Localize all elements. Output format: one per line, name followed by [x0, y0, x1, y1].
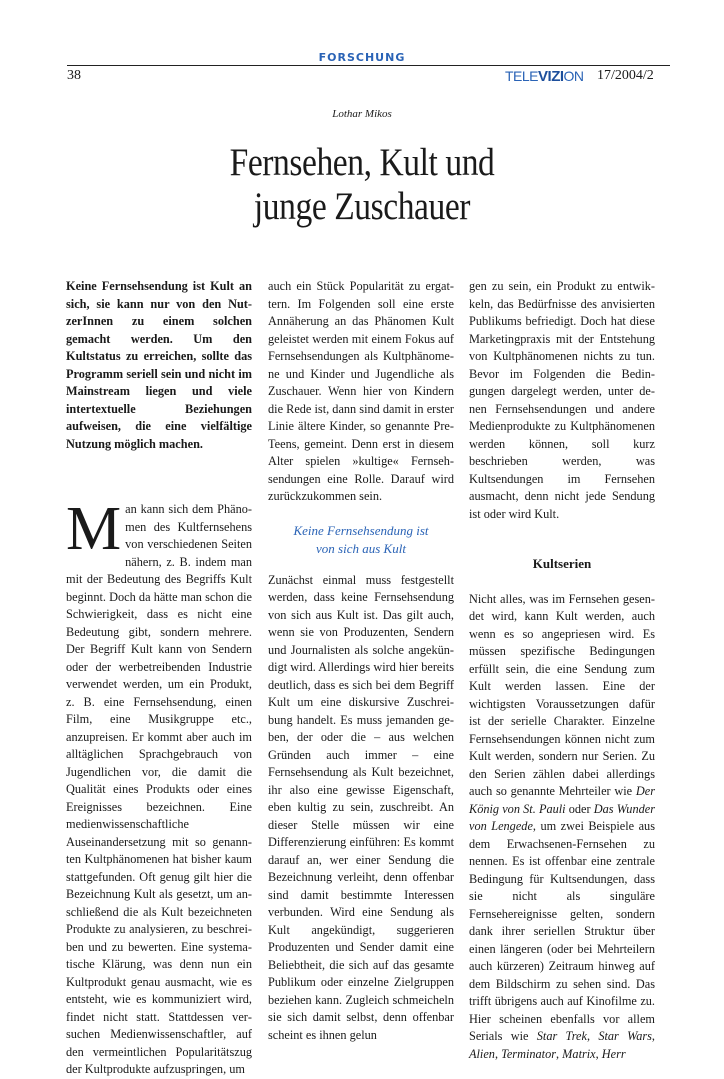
title-line-2: junge Zuschauer [253, 185, 471, 228]
work-title: Star Trek [536, 1029, 587, 1043]
column-3 [469, 278, 655, 1063]
body-text: , [586, 1029, 599, 1043]
journal-logo [505, 68, 584, 85]
body-text: , [556, 1046, 563, 1061]
column-2 [268, 278, 454, 1044]
drop-cap: M [66, 495, 122, 563]
column-1 [66, 278, 252, 1079]
page-number: 38 [67, 68, 81, 83]
lead-paragraph: Keine Fernsehsendung ist Kult an sich, sie kann nur von den NutzerInnen zu einem solchen gemacht werden. Um den Kultstatus zu erreichen, sollte das Programm seriell sein und nicht im Mainstream liegen und viele intertextuelle Beziehungen aufweisen, die eine vielfältige Nutzung möglich machen. [66, 279, 252, 451]
work-title: Herr [601, 1046, 626, 1061]
body-text: oder [565, 801, 594, 816]
work-title: Matrix [562, 1046, 596, 1061]
body-paragraph: auch ein Stück Popularität zu ergattern. Im Folgenden soll eine erste Annäherung an das Phänomen Kult geleistet werden mit einem Fokus auf Fernsehsendungen als Kultphänomene und Kinder und Jugendliche als Zuschauer. Wenn hier von Kindern die Rede ist, dann sind damit in erster Linie ältere Kinder, so genannte Pre-Teens, gemeint. Denn erst in diesem Alter spielen »kultige« Fernsehsendungen eine Rolle. Darauf wird zurückzukommen sein. [268, 279, 454, 503]
body-text: Nicht alles, was im Fernsehen gesendet wird, kann Kult werden, auch wenn es so angepriesen wird. Es müssen spezifische Bedingungen erfüllt sein, die eine Sendung zum Kult werden lassen. Eine der wichtigsten Voraussetzungen dafür ist der serielle Charakter. Einzelne Fernsehsendungen können nicht zum Kult werden, sondern nur Serien. Zu den Serien zählen dabei allerdings auch so genannte Mehrteiler wie [469, 591, 655, 798]
body-text: , um zwei Beispiele aus dem Erwachsenen-Fernsehen zu nennen. Es ist offenbar eine zentrale Bedingung für Kultsendungen, dass sie nicht als singuläre Fernsehereignisse gelten, sondern dank ihrer seriellen Struktur über einen längeren (oder bei Mehrteilern auch kürzeren) Zeitraum hinweg auf dem Bildschirm zu sehen sind. Das trifft übrigens auch auf Kinofilme zu. Hier scheinen ebenfalls vor allem Serials wie [469, 819, 655, 1043]
pull-quote-line-1: Keine Fernsehsendung ist [293, 522, 429, 538]
work-title: Das Wunder von Lengede [469, 801, 655, 833]
body-paragraph [469, 591, 655, 1064]
body-text: , [494, 1046, 502, 1061]
work-title: Terminator [501, 1046, 557, 1061]
issue-number: 17/2004/2 [597, 68, 654, 83]
author: Lothar Mikos [332, 108, 392, 120]
section-label: FORSCHUNG [318, 51, 406, 64]
body-text: , [595, 1046, 602, 1061]
header-rule [67, 65, 670, 66]
work-title: Alien [469, 1046, 495, 1061]
section-subhead: Kultserien [532, 556, 592, 571]
logo-accent: VIZI [538, 68, 564, 85]
work-title: Der König von St. Pauli [469, 784, 655, 816]
logo-suffix: ON [563, 68, 584, 84]
title-line-1: Fernsehen, Kult und [229, 141, 495, 184]
body-paragraph [66, 495, 252, 1079]
article-title [51, 141, 674, 229]
pull-quote-line-2: von sich aus Kult [316, 540, 406, 556]
body-text: an kann sich dem Phänomen des Kultfernsehens von verschiedenen Seiten nähern, z. B. indem man mit der Bedeutung des Begriffs Kult beginnt. Doch da hätte man schon die Schwierigkeit, dass es nicht eine Bedeutung gibt, sondern mehrere. Der Begriff Kult kann von Sendern oder der werbetreibenden Industrie verwendet werden, um ein Produkt, z. B. eine Fernsehsendung, einen Film, eine Musikgruppe etc., anzupreisen. Er kommt aber auch im alltäglichen Sprachgebrauch von Jugendlichen vor, die damit die Qualität eines Produkts oder eines Ereignisses bezeichnen. Eine medienwissenschaftliche Auseinandersetzung mit so genannten Kultphänomenen hat bisher kaum stattgefunden. Oft genug gilt hier die Bezeichnung Kult als gesetzt, um anschließend die als Kult bezeichneten Produkte zu analysieren, zu beschreiben und zu bewerten. Eine systematische Klärung, was denn nun ein Kultprodukt genau ausmacht, wie es entsteht, wie es kommuniziert wird, findet nicht statt. Stattdessen versuchen Medienwissenschaftler, auf den vermeintlichen Popularitätszug der Kultprodukte aufzuspringen, um [66, 502, 252, 1076]
logo-prefix: TELE [505, 68, 539, 84]
body-paragraph: gen zu sein, ein Produkt zu entwikkeln, das Bedürfnisse des anvisierten Publikums befriedigt. Doch hat diese Marketingpraxis mit der Entstehung von Kultphänomenen nichts zu tun. Bevor im Folgenden die Bedingungen dargelegt werden, unter denen Fernsehsendungen und andere Medienprodukte zu Kultphänomenen werden können, soll kurz beschrieben werden, was Kultsendungen im Fernsehen ausmacht, denn nicht jede Sendung ist oder wird Kult. [469, 279, 655, 521]
body-paragraph: Zunächst einmal muss festgestellt werden, dass keine Fernsehsendung von sich aus Kult ist. Das gilt auch, wenn sie von Produzenten, Sendern und Journalisten als solche angekündigt wird. Allerdings wird hier bereits deutlich, dass es sich bei dem Begriff Kult um eine diskursive Zuschreibung handelt. Es muss jemanden geben, der oder die – aus welchen Gründen auch immer – eine Fernsehsendung als Kult bezeichnet, ihr also eine gewisse Eigenschaft, eben kultig zu sein, zuschreibt. An dieser Stelle müssen wir eine Differenzierung einführen: Es kommt darauf an, wer einer Sendung die Bezeichnung verleiht, denn offenbar sind damit bestimmte Interessen verbunden. Wird eine Sendung als Kult angekündigt, suggerieren Produzenten und Sender damit eine Beliebtheit, die sich auf das gesamte Publikum oder einzelne Zielgruppen beziehen kann. Zugleich schmeicheln sie sich damit selbst, denn offenbar scheint es ihnen gelun [268, 572, 454, 1042]
work-title: Star Wars [598, 1029, 652, 1043]
body-text: , [651, 1029, 655, 1043]
pull-quote [268, 522, 454, 558]
